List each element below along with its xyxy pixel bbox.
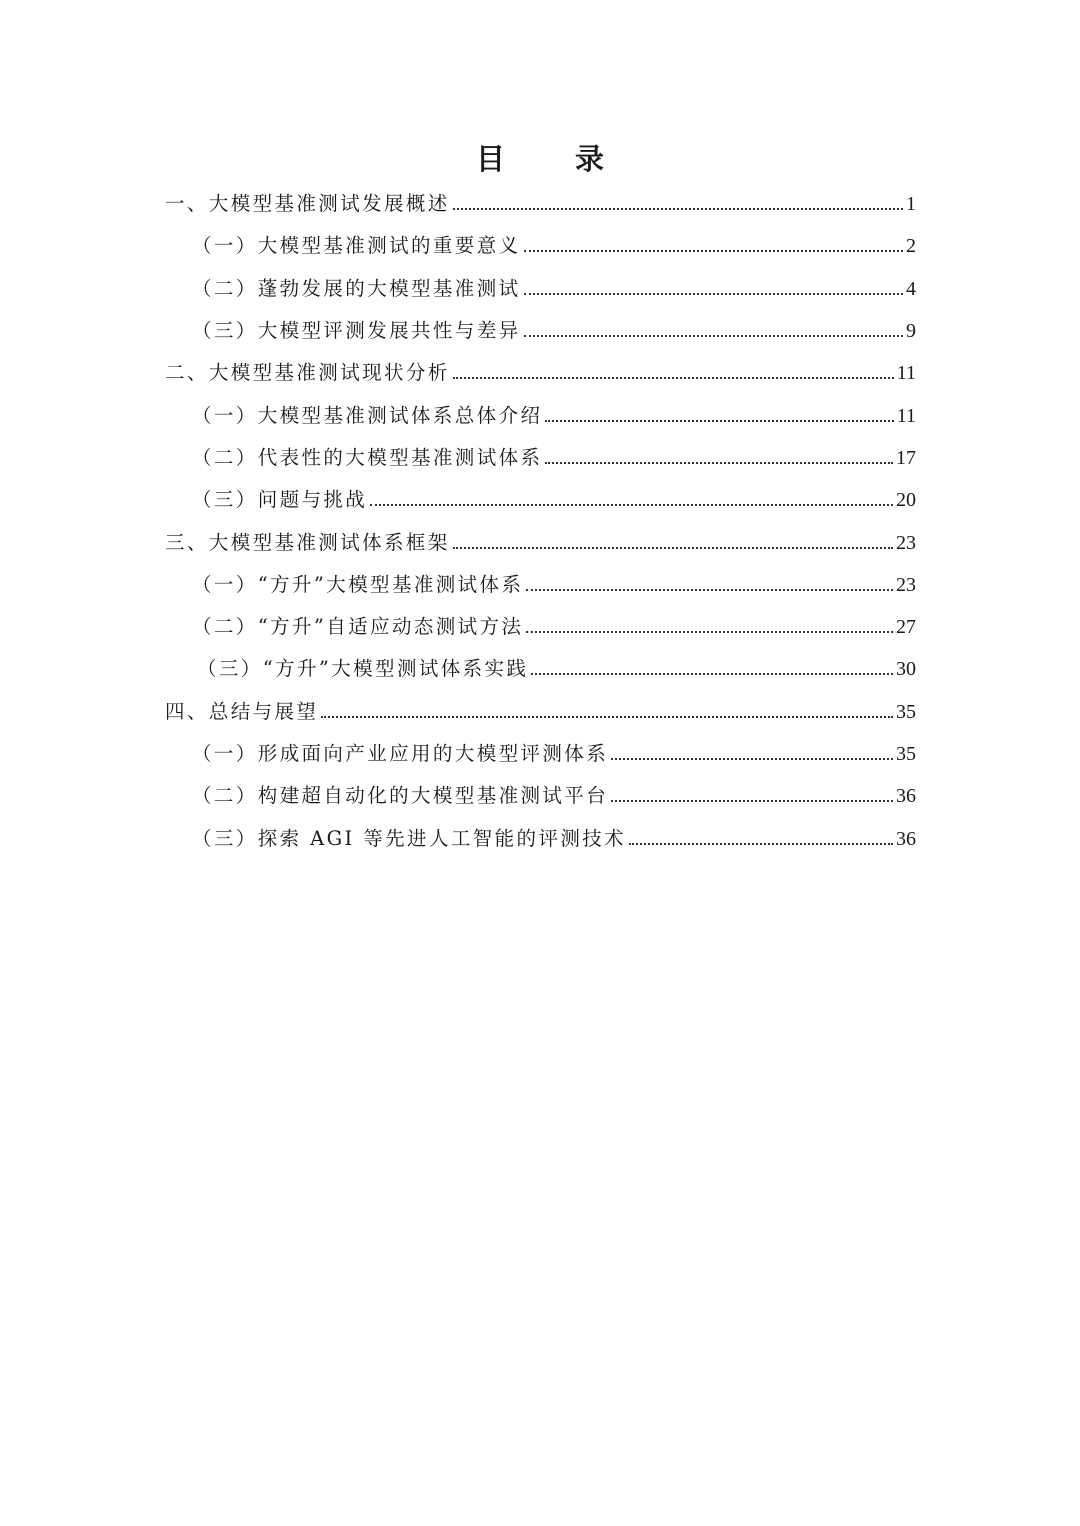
toc-page-number: 11 [896,362,916,385]
toc-entry-chapter-3[interactable] [0,521,1080,563]
toc-entry-section-2-1[interactable] [0,394,1080,436]
toc-entry-label: （一）大模型基准测试体系总体介绍 [192,403,543,427]
toc-dot-leader [524,335,903,337]
toc-entry-section-3-1[interactable] [0,564,1080,606]
toc-dot-leader [453,208,903,210]
toc-page-number: 36 [896,827,916,850]
toc-dot-leader [524,293,903,295]
toc-entry-label: （二）蓬勃发展的大模型基准测试 [192,276,521,300]
toc-page-number: 4 [906,277,916,300]
toc-entry-label: （二）构建超自动化的大模型基准测试平台 [192,784,609,808]
toc-title: 目 录 [475,142,635,176]
toc-page-number: 36 [896,785,916,808]
toc-page-number: 35 [896,743,916,765]
toc-dot-leader [611,758,893,760]
toc-entry-label: 一、大模型基准测试发展概述 [165,192,450,216]
toc-entry-label: （三）探索 AGI 等先进人工智能的评测技术 [192,826,627,850]
toc-entry-label: 四、总结与展望 [165,699,319,723]
toc-entry-label: （一）“方升”大模型基准测试体系 [192,572,524,596]
toc-page-number: 9 [906,320,916,343]
toc-page-number: 1 [906,193,916,216]
toc-entry-chapter-2[interactable] [0,352,1080,394]
toc-dot-leader [526,631,893,633]
toc-dot-leader [531,673,893,675]
toc-entry-section-2-2[interactable] [0,437,1080,479]
toc-dot-leader [453,377,894,379]
toc-entry-section-1-3[interactable] [0,310,1080,352]
toc-dot-leader [321,716,893,718]
toc-dot-leader [629,843,893,845]
toc-entry-section-2-3[interactable] [0,479,1080,521]
toc-entry-section-4-1[interactable] [0,733,1080,775]
toc-dot-leader [370,504,893,506]
toc-dot-leader [524,250,903,252]
toc-entry-section-4-2[interactable] [0,775,1080,817]
toc-entry-section-4-3[interactable] [0,817,1080,859]
toc-entry-section-1-2[interactable] [0,268,1080,310]
toc-page-number: 2 [906,235,916,258]
toc-entry-label: （二）代表性的大模型基准测试体系 [192,445,543,469]
toc-entry-label: 二、大模型基准测试现状分析 [165,361,450,385]
toc-entry-label: （三）大模型评测发展共性与差异 [192,319,521,343]
toc-page-number: 20 [896,489,916,512]
toc-entry-chapter-4[interactable] [0,691,1080,733]
toc-entry-section-3-2[interactable] [0,606,1080,648]
toc-dot-leader [453,547,893,549]
toc-entry-label: （一）形成面向产业应用的大模型评测体系 [192,742,609,765]
toc-entry-section-3-3[interactable] [0,648,1080,690]
toc-entry-section-1-1[interactable] [0,225,1080,267]
toc-dot-leader [611,800,893,802]
toc-entry-label: （一）大模型基准测试的重要意义 [192,234,521,258]
toc-dot-leader [545,462,893,464]
toc-entry-label: （三）“方升”大模型测试体系实践 [197,657,529,681]
toc-entry-label: 三、大模型基准测试体系框架 [165,530,450,554]
toc-dot-leader [545,420,893,422]
toc-page-number: 23 [896,573,916,596]
toc-page-number: 35 [896,700,916,723]
toc-page-number: 30 [896,658,916,681]
table-of-contents [0,183,1080,860]
toc-page-number: 27 [896,616,916,639]
toc-entry-label: （三）问题与挑战 [192,488,368,512]
toc-dot-leader [526,589,893,591]
toc-entry-label: （二）“方升”自适应动态测试方法 [192,615,524,639]
toc-page-number: 11 [896,404,916,427]
toc-page-number: 23 [896,531,916,554]
toc-page-number: 17 [896,446,916,469]
toc-entry-chapter-1[interactable] [0,183,1080,225]
